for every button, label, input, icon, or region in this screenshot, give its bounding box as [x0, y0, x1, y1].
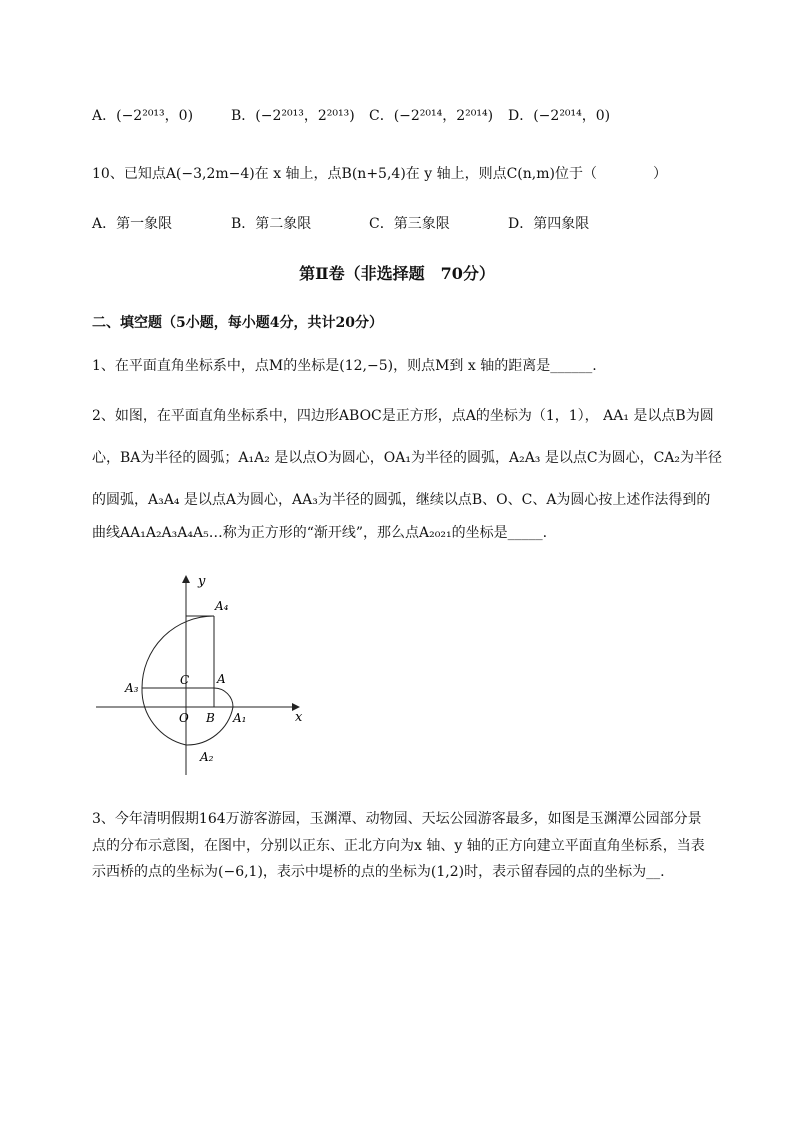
q10-option-d: D．第四象限	[508, 216, 590, 232]
fill-question-2-line-2: 心，BA为半径的圆弧；A₁A₂ 是以点O为圆心，OA₁为半径的圆弧，A₂A₃ 是以点C为圆心，CA₂为半径	[92, 450, 723, 466]
fill-question-3-line-3: 示西桥的点的坐标为(−6,1)，表示中堤桥的点的坐标为(1,2)时，表示留春园的点的坐标为__.	[92, 864, 665, 880]
q10-option-a: A．第一象限	[92, 216, 173, 232]
q10-option-c: C．第三象限	[369, 216, 450, 232]
y-axis-arrow	[182, 575, 190, 583]
q9-option-a: A．(−2²⁰¹³，0)	[92, 108, 194, 124]
label-b: B	[206, 711, 215, 725]
fill-question-3-line-1: 3、今年清明假期164万游客游园，玉渊潭、动物园、天坛公园游客最多，如图是玉渊潭公园部分景	[92, 811, 702, 827]
q9-option-d: D．(−2²⁰¹⁴，0)	[508, 108, 611, 124]
involute-figure	[90, 570, 320, 780]
fill-question-2-line-4: 曲线AA₁A₂A₃A₄A₅…称为正方形的“渐开线”，那么点A₂₀₂₁的坐标是_____.	[92, 525, 548, 541]
fill-question-1: 1、在平面直角坐标系中，点M的坐标是(12,−5)，则点M到 x 轴的距离是______.	[92, 358, 597, 374]
label-a4: A₄	[215, 599, 229, 613]
q10-stem: 10、已知点A(−3,2m−4)在 x 轴上，点B(n+5,4)在 y 轴上，则点C(n,m)位于（ ）	[92, 166, 667, 182]
arc-a3-a4	[142, 616, 214, 688]
label-a3: A₃	[125, 681, 139, 695]
label-a: A	[217, 672, 226, 686]
arc-a-a1	[214, 688, 233, 707]
label-o: O	[179, 711, 189, 725]
fill-question-2-line-3: 的圆弧，A₃A₄ 是以点A为圆心，AA₃为半径的圆弧，继续以点B、O、C、A为圆心按上述作法得到的	[92, 492, 711, 508]
q10-option-b: B．第二象限	[231, 216, 312, 232]
q9-option-b: B．(−2²⁰¹³，2²⁰¹³)	[231, 108, 355, 124]
label-y: y	[198, 574, 206, 589]
label-a1: A₁	[233, 711, 247, 725]
q9-option-c: C．(−2²⁰¹⁴，2²⁰¹⁴)	[369, 108, 494, 124]
fill-section-title: 二、填空题（5小题，每小题4分，共计20分）	[92, 315, 383, 331]
label-c: C	[180, 673, 190, 687]
fill-question-2-line-1: 2、如图，在平面直角坐标系中，四边形ABOC是正方形，点A的坐标为（1，1）， AA₁ 是以点B为圆	[92, 408, 714, 424]
part2-title: 第Ⅱ卷（非选择题 70分）	[299, 264, 495, 283]
fill-question-3-line-2: 点的分布示意图，在图中，分别以正东、正北方向为x 轴、y 轴的正方向建立平面直角坐标系，当表	[92, 838, 705, 854]
label-a2: A₂	[200, 750, 214, 764]
label-x: x	[295, 710, 303, 725]
